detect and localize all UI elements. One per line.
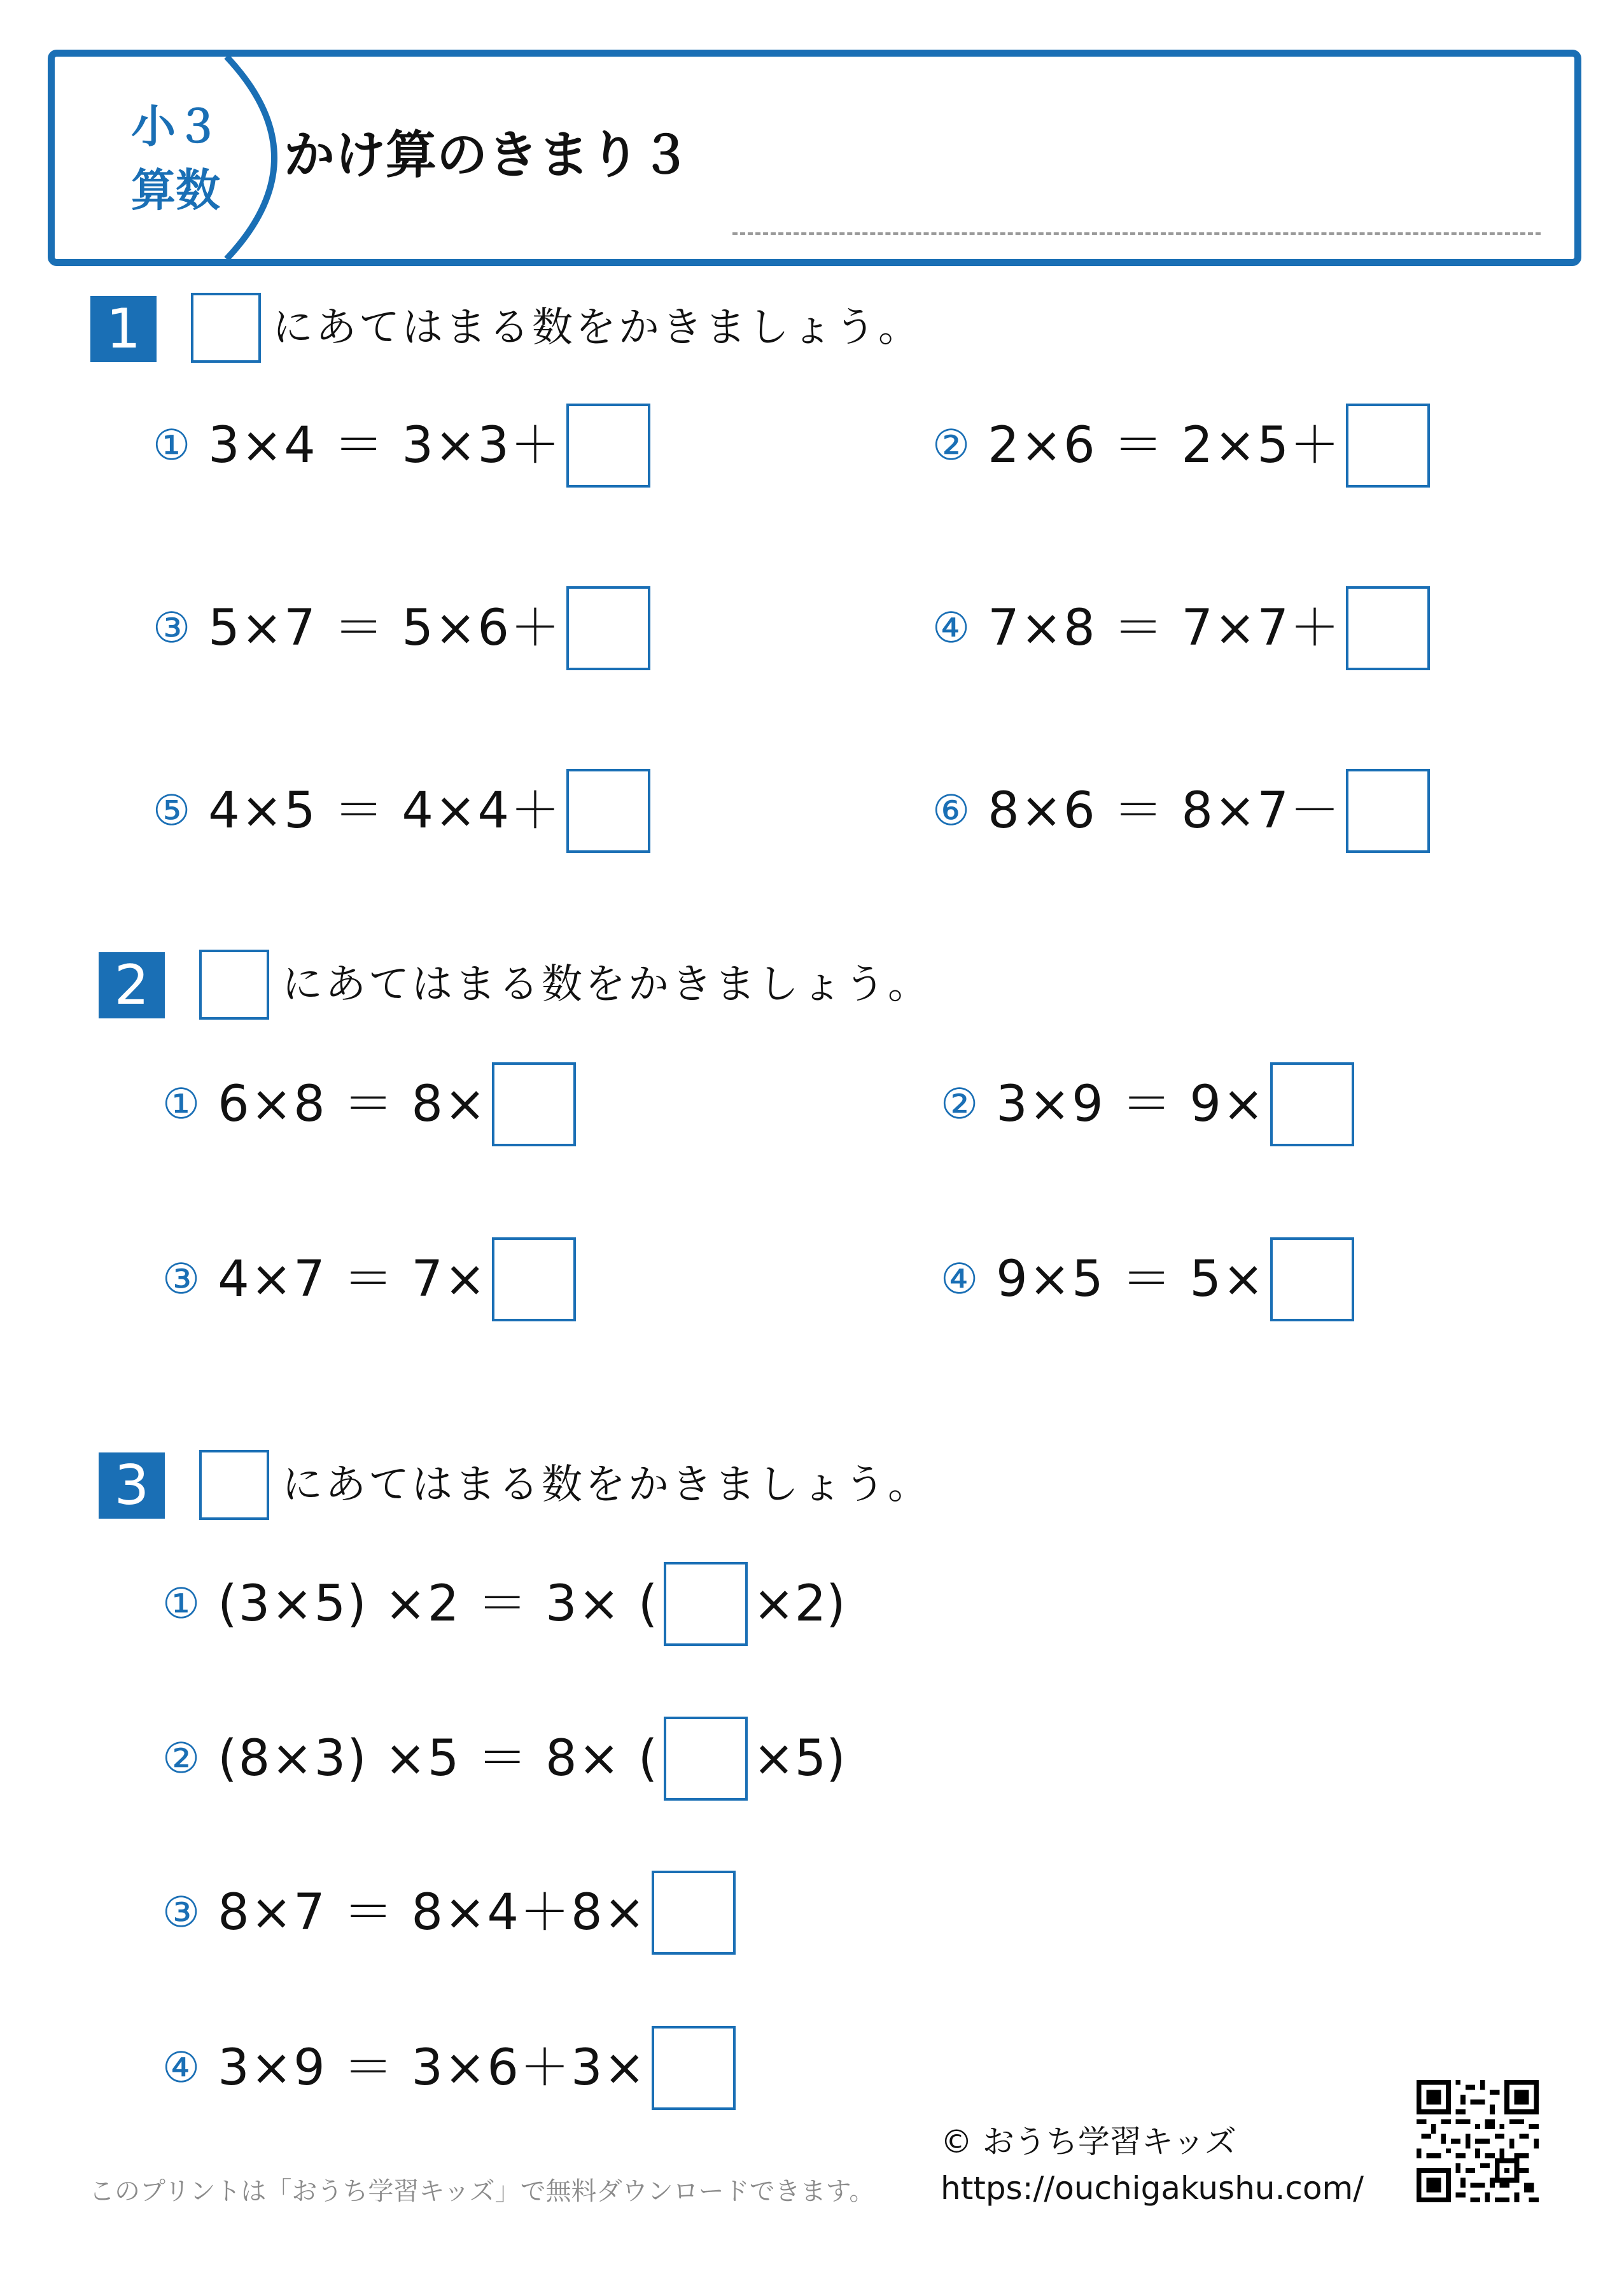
problem-number: ③ [162, 1888, 200, 1937]
problem-expression: 4×7 ＝ 7× [218, 1251, 487, 1308]
problem-number: ⑥ [932, 786, 970, 835]
name-write-line [732, 232, 1541, 235]
problem-1-6 [932, 766, 1430, 855]
problem-1-1 [153, 401, 650, 490]
header-divider-arc [55, 57, 322, 259]
worksheet-header [48, 50, 1581, 266]
problem-3-1 [162, 1559, 846, 1649]
copyright-text: © おうち学習キッズ [941, 2123, 1236, 2160]
answer-box[interactable] [652, 2026, 736, 2110]
problem-expression: (3×5) ×2 ＝ 3× ( [218, 1575, 659, 1633]
problem-expression: 9×5 ＝ 5× [996, 1251, 1266, 1308]
problem-2-4 [941, 1235, 1354, 1324]
answer-box[interactable] [566, 404, 650, 488]
answer-box[interactable] [1270, 1237, 1354, 1321]
problem-2-1 [162, 1060, 576, 1149]
problem-2-3 [162, 1235, 576, 1324]
section-3-number: 3 [99, 1452, 165, 1519]
section-1-instruction: にあてはまる数をかきましょう。 [272, 304, 921, 351]
problem-number: ③ [162, 1255, 200, 1304]
problem-expression-tail: ×2) [753, 1575, 846, 1633]
answer-box[interactable] [492, 1062, 576, 1146]
site-url-link[interactable]: https://ouchigakushu.com/ [941, 2170, 1364, 2207]
problem-3-3 [162, 1868, 736, 1957]
section-1-number: 1 [90, 296, 157, 362]
problem-number: ② [932, 421, 970, 470]
problem-1-5 [153, 766, 650, 855]
answer-box[interactable] [652, 1871, 736, 1955]
problem-number: ③ [153, 603, 191, 652]
answer-box[interactable] [1270, 1062, 1354, 1146]
problem-1-4 [932, 584, 1430, 673]
problem-expression-tail: ×5) [753, 1730, 846, 1787]
section-1-answer-box-sample [191, 293, 261, 363]
answer-box[interactable] [492, 1237, 576, 1321]
grade-label: 小３ [131, 101, 220, 153]
problem-2-2 [941, 1060, 1354, 1149]
section-2-number: 2 [99, 952, 165, 1018]
problem-1-2 [932, 401, 1430, 490]
problem-expression: (8×3) ×5 ＝ 8× ( [218, 1730, 659, 1787]
problem-number: ① [153, 421, 191, 470]
problem-expression: 4×5 ＝ 4×4＋ [208, 782, 561, 840]
answer-box[interactable] [664, 1717, 748, 1801]
subject-label: 算数 [131, 164, 220, 216]
problem-number: ④ [932, 603, 970, 652]
problem-expression: 8×6 ＝ 8×7－ [988, 782, 1341, 840]
problem-number: ① [162, 1079, 200, 1128]
problem-number: ⑤ [153, 786, 191, 835]
problem-1-3 [153, 584, 650, 673]
problem-expression: 3×9 ＝ 9× [996, 1076, 1266, 1133]
answer-box[interactable] [1346, 586, 1430, 670]
problem-expression: 7×8 ＝ 7×7＋ [988, 600, 1341, 657]
problem-3-2 [162, 1714, 846, 1803]
problem-expression: 3×9 ＝ 3×6＋3× [218, 2039, 647, 2097]
problem-expression: 2×6 ＝ 2×5＋ [988, 417, 1341, 474]
problem-expression: 3×4 ＝ 3×3＋ [208, 417, 561, 474]
answer-box[interactable] [566, 769, 650, 853]
section-2-instruction: にあてはまる数をかきましょう。 [282, 961, 931, 1008]
answer-box[interactable] [1346, 769, 1430, 853]
problem-number: ② [162, 1734, 200, 1783]
section-3-instruction: にあてはまる数をかきましょう。 [282, 1461, 931, 1508]
answer-box[interactable] [664, 1562, 748, 1646]
problem-number: ④ [162, 2043, 200, 2092]
problem-number: ② [941, 1079, 979, 1128]
answer-box[interactable] [566, 586, 650, 670]
problem-number: ① [162, 1579, 200, 1628]
page-title: かけ算のきまり３ [284, 125, 691, 185]
problem-number: ④ [941, 1255, 979, 1304]
answer-box[interactable] [1346, 404, 1430, 488]
footer-note: このプリントは「おうち学習キッズ」で無料ダウンロードできます。 [89, 2177, 875, 2206]
problem-3-4 [162, 2023, 736, 2113]
section-2-answer-box-sample [199, 950, 269, 1020]
qr-code-icon[interactable] [1417, 2080, 1539, 2202]
problem-expression: 8×7 ＝ 8×4＋8× [218, 1884, 647, 1941]
section-3-answer-box-sample [199, 1450, 269, 1520]
problem-expression: 6×8 ＝ 8× [218, 1076, 487, 1133]
problem-expression: 5×7 ＝ 5×6＋ [208, 600, 561, 657]
